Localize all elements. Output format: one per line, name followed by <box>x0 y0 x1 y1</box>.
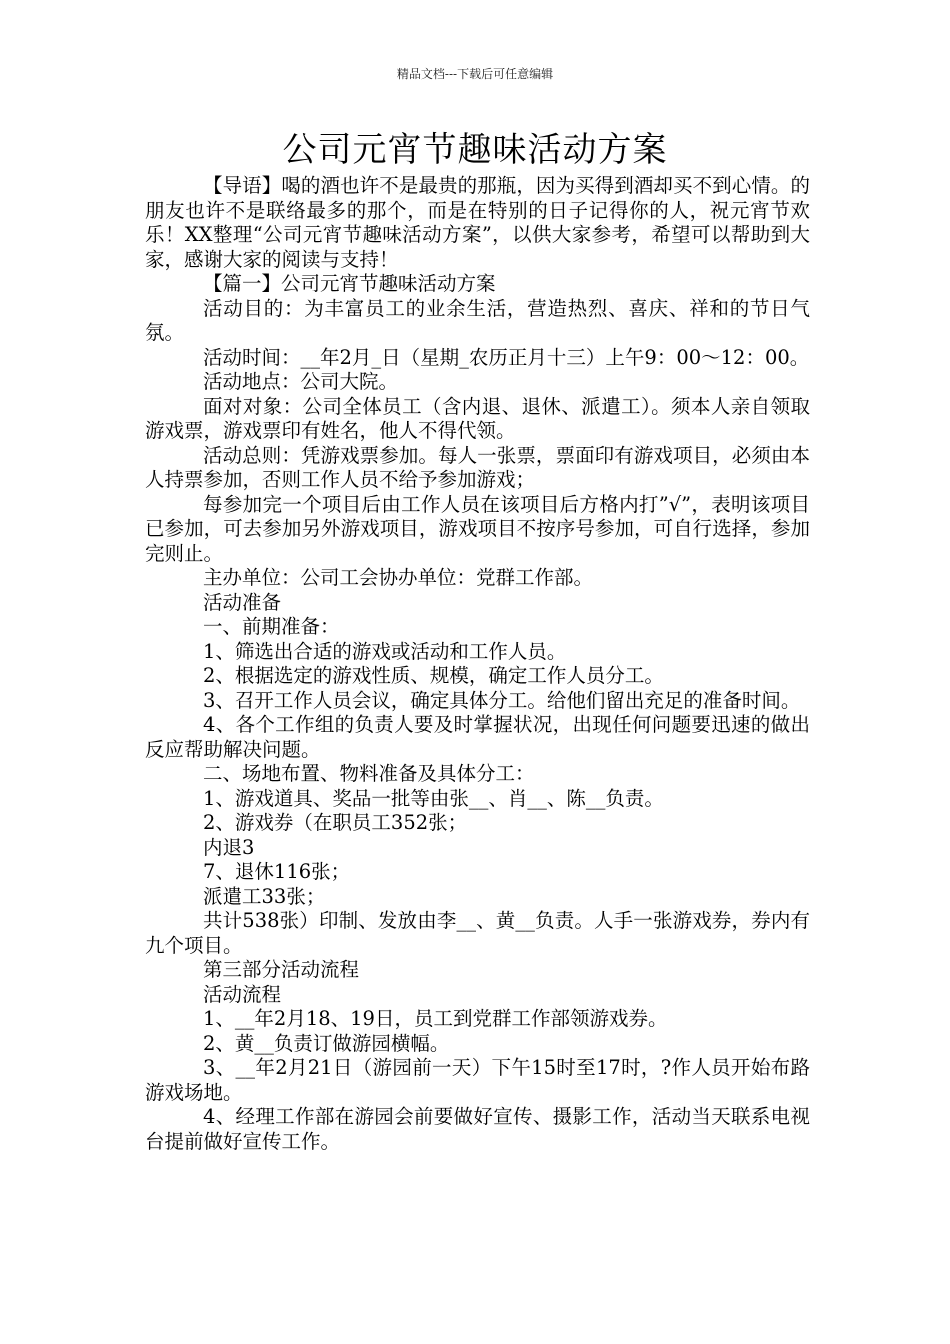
page-header: 精品文档---下载后可任意编辑 <box>396 67 554 81</box>
paragraph: 共计538张）印制、发放由李__、黄__负责。人手一张游戏券，券内有九个项目。 <box>145 909 810 957</box>
paragraph: 每参加完一个项目后由工作人员在该项目后方格内打”√”，表明该项目已参加，可去参加另外游戏项目，游戏项目不按序号参加，可自行选择，参加完则止。 <box>145 492 810 565</box>
paragraph: 3、__年2月21日（游园前一天）下午15时至17时，?作人员开始布路游戏场地。 <box>145 1056 810 1104</box>
paragraph: 3、召开工作人员会议，确定具体分工。给他们留出充足的准备时间。 <box>203 688 801 712</box>
paragraph: 4、经理工作部在游园会前要做好宣传、摄影工作，活动当天联系电视台提前做好宣传工作。 <box>145 1105 810 1153</box>
paragraph: 活动总则：凭游戏票参加。每人一张票，票面印有游戏项目，必须由本人持票参加，否则工作人员不给予参加游戏； <box>145 443 810 491</box>
paragraph: 4、各个工作组的负责人要及时掌握状况，出现任何问题要迅速的做出反应帮助解决问题。 <box>145 713 810 761</box>
paragraph: 活动流程 <box>203 982 282 1006</box>
paragraph: 活动时间：__年2月_日（星期_农历正月十三）上午9：00～12：00。 <box>203 345 810 369</box>
paragraph: 1、筛选出合适的游戏或活动和工作人员。 <box>203 639 567 663</box>
document-title: 公司元宵节趣味活动方案 <box>282 130 668 170</box>
section-heading: 【篇一】公司元宵节趣味活动方案 <box>203 272 496 295</box>
paragraph: 面对对象：公司全体员工（含内退、退休、派遣工）。须本人亲自领取游戏票，游戏票印有姓名，他人不得代领。 <box>145 394 810 442</box>
paragraph: 2、游戏券（在职员工352张； <box>203 811 468 834</box>
paragraph: 内退3 <box>203 835 255 859</box>
paragraph: 第三部分活动流程 <box>203 958 360 981</box>
paragraph: 派遣工33张； <box>203 884 326 908</box>
paragraph: 1、__年2月18、19日，员工到党群工作部领游戏券。 <box>203 1007 668 1030</box>
paragraph: 7、退休116张； <box>203 860 351 883</box>
paragraph: 2、黄__负责订做游园横幅。 <box>203 1031 450 1055</box>
intro-paragraph: 【导语】喝的酒也许不是最贵的那瓶，因为买得到酒却买不到心情。的朋友也许不是联络最多的那个，而是在特别的日子记得你的人，祝元宵节欢乐！XX整理“公司元宵节趣味活动方案”，以供大家参考，希望可以帮助到大家，感谢大家的阅读与支持！ <box>145 174 810 271</box>
paragraph: 1、游戏道具、奖品一批等由张__、肖__、陈__负责。 <box>203 786 664 810</box>
paragraph: 主办单位：公司工会协办单位：党群工作部。 <box>203 566 594 589</box>
paragraph: 二、场地布置、物料准备及具体分工： <box>203 762 535 785</box>
paragraph: 一、前期准备： <box>203 615 340 638</box>
paragraph: 2、根据选定的游戏性质、规模，确定工作人员分工。 <box>203 664 664 687</box>
document-body <box>145 174 810 1154</box>
paragraph: 活动目的：为丰富员工的业余生活，营造热烈、喜庆、祥和的节日气氛。 <box>145 296 810 344</box>
paragraph: 活动地点：公司大院。 <box>203 370 399 393</box>
paragraph: 活动准备 <box>203 590 282 614</box>
